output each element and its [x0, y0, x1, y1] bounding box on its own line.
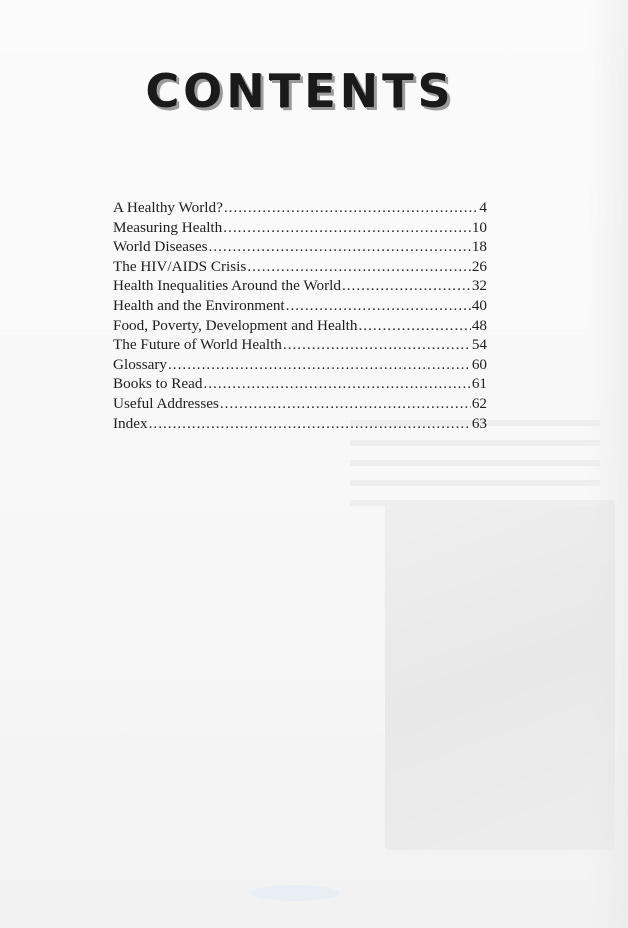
- toc-leader-dots: [286, 296, 471, 316]
- toc-entry-page: 10: [471, 218, 487, 236]
- toc-leader-dots: [223, 218, 471, 238]
- toc-entry[interactable]: [113, 374, 487, 394]
- toc-entry-page: 61: [471, 375, 487, 393]
- toc-entry-label: The Future of World Health: [113, 336, 282, 354]
- toc-entry-label: World Diseases: [113, 238, 208, 256]
- toc-entry-page: 62: [471, 394, 487, 412]
- toc-leader-dots: [220, 394, 471, 414]
- toc-entry-label: Health Inequalities Around the World: [113, 277, 341, 295]
- toc-entry-label: Index: [113, 414, 148, 432]
- toc-entry-page: 60: [471, 355, 487, 373]
- toc-entry[interactable]: [113, 414, 487, 434]
- toc-entry-page: 63: [471, 414, 487, 432]
- toc-entry-label: A Healthy World?: [113, 199, 223, 216]
- toc-entry[interactable]: [113, 198, 487, 218]
- contents-heading: CONTENTS: [145, 64, 455, 118]
- toc-entry[interactable]: [113, 218, 487, 238]
- toc-entry-page: 48: [471, 316, 487, 334]
- toc-entry-label: Books to Read: [113, 375, 203, 393]
- toc-leader-dots: [359, 316, 471, 336]
- toc-entry-label: Measuring Health: [113, 218, 223, 236]
- toc-entry[interactable]: [113, 394, 487, 414]
- toc-entry-page: 54: [471, 336, 487, 354]
- toc-entry[interactable]: [113, 237, 487, 257]
- toc-entry-label: Glossary: [113, 355, 167, 373]
- toc-entry-label: Useful Addresses: [113, 394, 219, 412]
- page-edge-shadow: [588, 0, 628, 928]
- toc-entry[interactable]: [113, 276, 487, 296]
- toc-entry[interactable]: [113, 335, 487, 355]
- show-through-photo: [385, 500, 615, 850]
- show-through-page-marker: [250, 885, 340, 901]
- toc-leader-dots: [342, 276, 471, 296]
- toc-leader-dots: [209, 237, 471, 257]
- table-of-contents: [113, 198, 487, 433]
- toc-entry[interactable]: [113, 257, 487, 277]
- toc-entry[interactable]: [113, 316, 487, 336]
- toc-entry-page: 18: [471, 238, 487, 256]
- toc-entry[interactable]: [113, 296, 487, 316]
- toc-entry-page: 32: [471, 277, 487, 295]
- toc-entry-label: The HIV/AIDS Crisis: [113, 257, 247, 275]
- toc-entry-page: 4: [479, 199, 487, 216]
- toc-entry-label: Food, Poverty, Development and Health: [113, 316, 358, 334]
- show-through-text: [350, 420, 600, 520]
- toc-leader-dots: [203, 374, 470, 394]
- toc-leader-dots: [247, 257, 471, 277]
- toc-leader-dots: [149, 414, 471, 434]
- toc-entry-page: 26: [471, 257, 487, 275]
- toc-entry-label: Health and the Environment: [113, 296, 285, 314]
- toc-leader-dots: [224, 198, 479, 218]
- toc-leader-dots: [168, 355, 471, 375]
- toc-entry-page: 40: [471, 296, 487, 314]
- toc-leader-dots: [283, 335, 471, 355]
- toc-entry[interactable]: [113, 355, 487, 375]
